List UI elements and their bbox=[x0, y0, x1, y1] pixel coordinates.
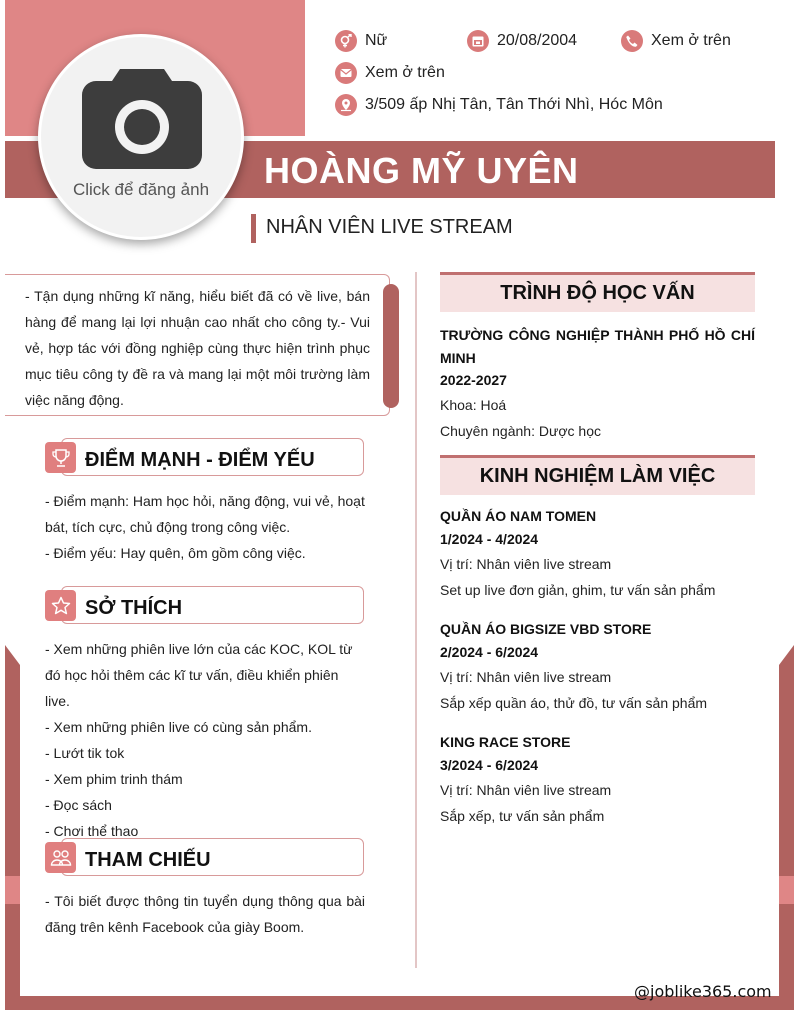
job-company: QUẦN ÁO NAM TOMEN bbox=[440, 508, 597, 524]
email-icon bbox=[335, 62, 357, 84]
list-item: - Lướt tik tok bbox=[45, 745, 125, 761]
strengths-content bbox=[45, 488, 365, 566]
frame-left-accent bbox=[5, 876, 20, 904]
list-item: - Xem những phiên live có cùng sản phẩm. bbox=[45, 719, 312, 735]
camera-icon bbox=[82, 67, 202, 171]
list-item: - Điểm yếu: Hay quên, ôm gồm công việc. bbox=[45, 545, 306, 561]
column-divider bbox=[415, 272, 417, 968]
job-description: Set up live đơn giản, ghim, tư vấn sản phẩm bbox=[440, 582, 716, 598]
avatar-upload[interactable] bbox=[38, 34, 244, 240]
strengths-title: ĐIỂM MẠNH - ĐIỂM YẾU bbox=[85, 449, 315, 471]
footer-watermark: @joblike365.com bbox=[634, 982, 772, 1001]
job-role: Vị trí: Nhân viên live stream bbox=[440, 669, 612, 685]
frame-right-decor bbox=[779, 645, 794, 1010]
frame-left-decor bbox=[5, 645, 20, 1010]
birthdate-value: 20/08/2004 bbox=[497, 32, 578, 49]
education-faculty: Khoa: Hoá bbox=[440, 397, 507, 413]
job-period: 3/2024 - 6/2024 bbox=[440, 757, 539, 773]
education-header: TRÌNH ĐỘ HỌC VẤN bbox=[440, 272, 755, 312]
reference-content bbox=[45, 888, 365, 940]
job-company: KING RACE STORE bbox=[440, 734, 571, 750]
avatar-label: Click để đăng ảnh bbox=[72, 180, 210, 199]
position-title: NHÂN VIÊN LIVE STREAM bbox=[266, 216, 513, 238]
people-icon bbox=[45, 842, 76, 873]
hobbies-title: SỞ THÍCH bbox=[85, 597, 183, 619]
reference-title: THAM CHIẾU bbox=[85, 849, 211, 871]
list-item: - Chơi thể thao bbox=[45, 823, 139, 839]
list-item: - Điểm mạnh: Ham học hỏi, năng động, vui vẻ, hoạt bát, tích cực, chủ động trong công việc. bbox=[45, 493, 365, 535]
location-icon bbox=[335, 94, 357, 116]
job-description: Sắp xếp quần áo, thử đồ, tư vấn sản phẩm bbox=[440, 695, 708, 711]
job-period: 2/2024 - 6/2024 bbox=[440, 644, 539, 660]
gender-value: Nữ bbox=[365, 32, 388, 49]
frame-right-accent bbox=[779, 876, 794, 904]
list-item: - Xem phim trinh thám bbox=[45, 771, 183, 787]
job-company: QUẦN ÁO BIGSIZE VBD STORE bbox=[440, 621, 652, 637]
phone-icon bbox=[621, 30, 643, 52]
candidate-name: HOÀNG MỸ UYÊN bbox=[264, 150, 579, 191]
job-description: Sắp xếp, tư vấn sản phẩm bbox=[440, 808, 605, 824]
objective-accent-bar bbox=[383, 284, 399, 408]
job-role: Vị trí: Nhân viên live stream bbox=[440, 782, 612, 798]
experience-header: KINH NGHIỆM LÀM VIỆC bbox=[440, 455, 755, 495]
star-icon bbox=[45, 590, 76, 621]
phone-value: Xem ở trên bbox=[651, 32, 731, 49]
position-accent-bar bbox=[251, 214, 256, 243]
gender-icon bbox=[335, 30, 357, 52]
list-item: - Đọc sách bbox=[45, 797, 112, 813]
trophy-icon bbox=[45, 442, 76, 473]
education-period: 2022-2027 bbox=[440, 372, 507, 388]
education-school: TRƯỜNG CÔNG NGHIỆP THÀNH PHỐ HỒ CHÍ MINH bbox=[440, 327, 755, 366]
objective-text: - Tận dụng những kĩ năng, hiểu biết đã có về live, bán hàng để mang lại lợi nhuận cao nhất cho công ty.- Vui vẻ, hợp tác với đồng nghiệp cùng thực hiện trình phục mục tiêu công ty đề ra và mang lại một môi trường làm việc năng động. bbox=[25, 288, 370, 408]
job-period: 1/2024 - 4/2024 bbox=[440, 531, 539, 547]
list-item: - Xem những phiên live lớn của các KOC, KOL từ đó học hỏi thêm các kĩ tư vấn, điều khiển phiên live. bbox=[45, 641, 353, 709]
address-value: 3/509 ấp Nhị Tân, Tân Thới Nhì, Hóc Môn bbox=[365, 96, 663, 113]
list-item: - Tôi biết được thông tin tuyển dụng thông qua bài đăng trên kênh Facebook của giày Boom. bbox=[45, 893, 365, 935]
calendar-icon bbox=[467, 30, 489, 52]
email-value: Xem ở trên bbox=[365, 64, 445, 81]
hobbies-content bbox=[45, 636, 365, 844]
education-major: Chuyên ngành: Dược học bbox=[440, 423, 601, 439]
job-role: Vị trí: Nhân viên live stream bbox=[440, 556, 612, 572]
